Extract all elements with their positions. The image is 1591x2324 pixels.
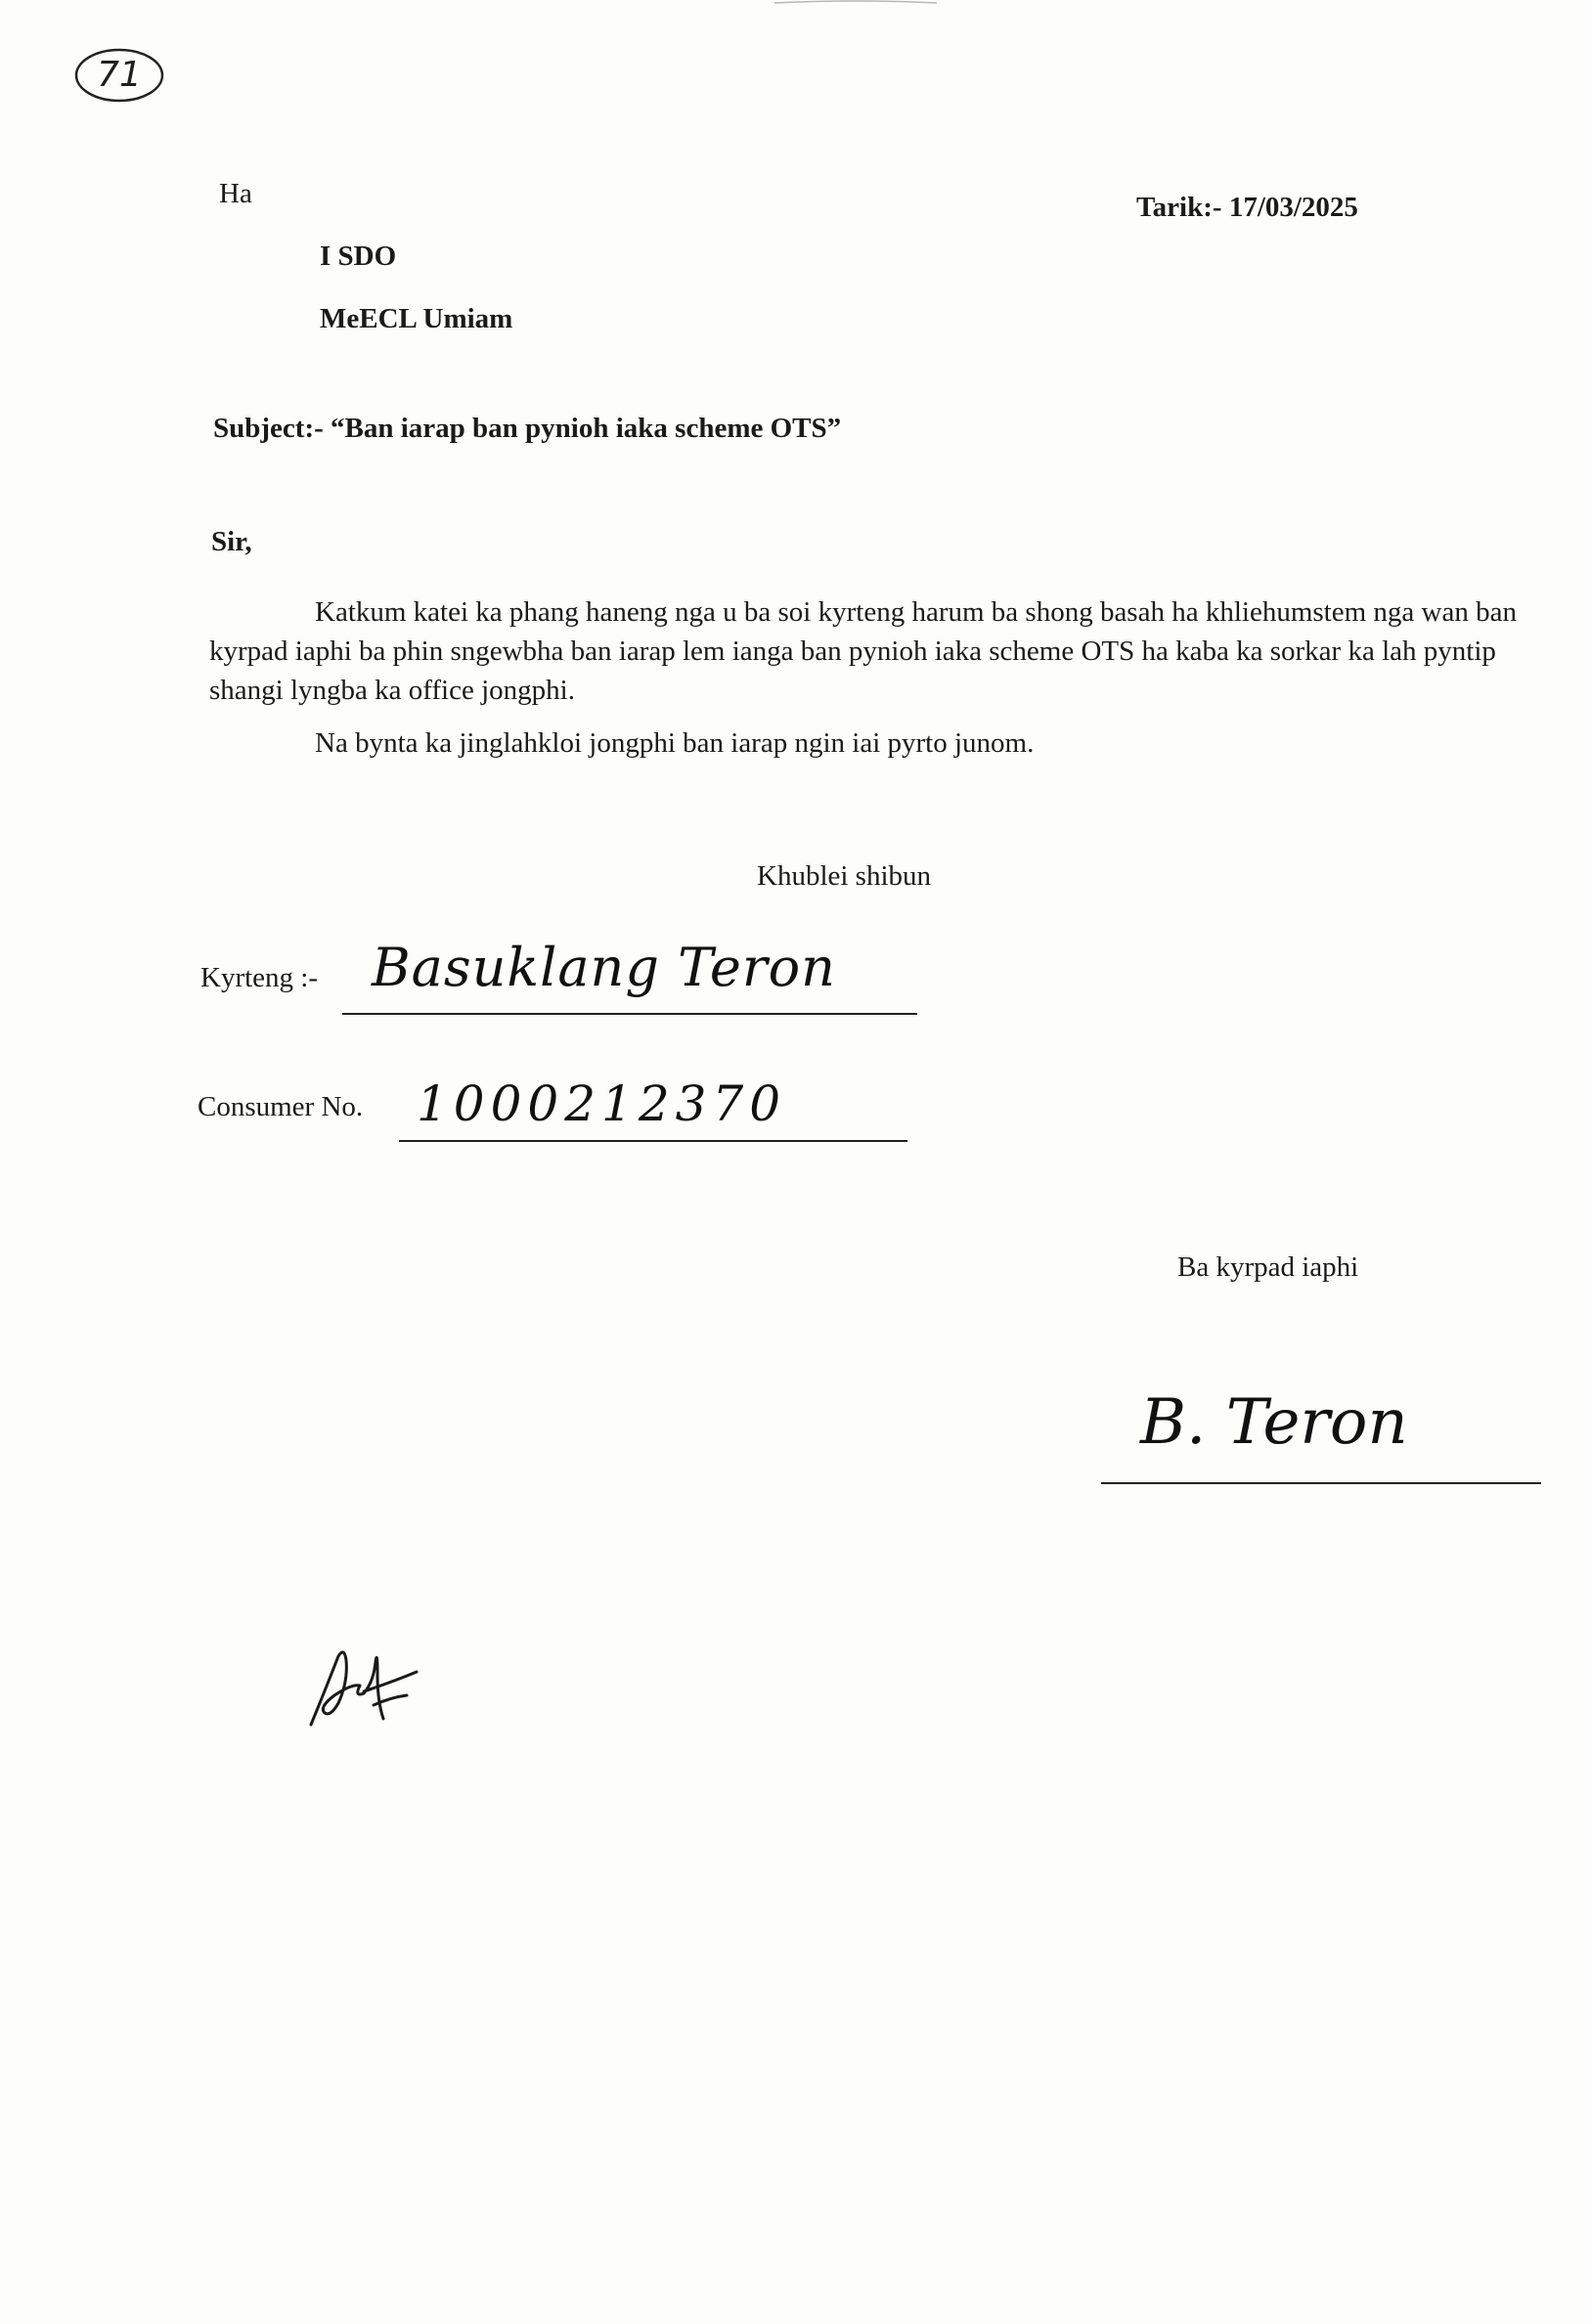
date-line [1136, 192, 1358, 224]
name-label: Kyrteng :- [200, 962, 318, 993]
initials-scribble [305, 1643, 422, 1731]
subject-label: Subject:- [213, 413, 324, 444]
page-number: 71 [97, 55, 142, 95]
body-paragraph-2: Na bynta ka jinglahkloi jongphi ban iarap ngin iai pyrto junom. [315, 727, 1035, 759]
salutation-to: Ha [219, 178, 252, 209]
recipient-line-1: I SDO [320, 241, 397, 272]
body-paragraph-1: Katkum katei ka phang haneng nga u ba soi kyrteng harum ba shong basah ha khliehumstem nga wan ban kyrpad iaphi ba phin sngewbha ban iarap lem ianga ban pynioh iaka scheme OTS ha kaba ka sorkar ka lah pyntip shangi lyngba ka office jongphi. [209, 596, 1517, 706]
recipient-line-2: MeECL Umiam [320, 303, 513, 334]
subject-line [213, 413, 841, 445]
consumer-underline [399, 1140, 907, 1142]
consumer-label: Consumer No. [198, 1091, 364, 1122]
date-label: Tarik:- [1136, 192, 1222, 223]
page-number-stamp [74, 47, 164, 104]
closing: Khublei shibun [757, 860, 932, 892]
sign-off: Ba kyrpad iaphi [1177, 1251, 1359, 1283]
signature-underline [1101, 1482, 1541, 1484]
scan-mark [773, 0, 939, 6]
date-value: 17/03/2025 [1228, 192, 1358, 223]
greeting: Sir, [211, 526, 252, 557]
consumer-handwritten: 1000212370 [417, 1075, 787, 1132]
subject-text: “Ban iarap ban pynioh iaka scheme OTS” [331, 413, 842, 444]
signature-handwritten: B. Teron [1140, 1386, 1408, 1459]
name-underline [342, 1013, 917, 1015]
name-handwritten: Basuklang Teron [372, 937, 836, 998]
